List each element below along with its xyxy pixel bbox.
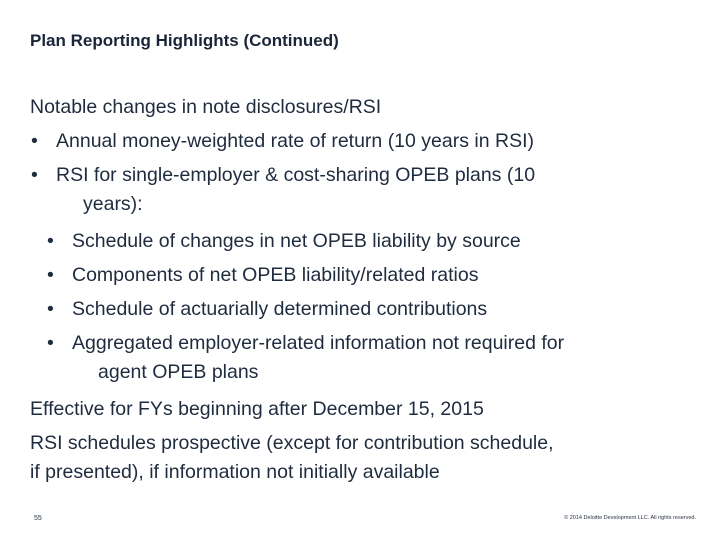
- sub-bullet-aggregated-info: Aggregated employer-related information not required for: [72, 332, 565, 354]
- sub-bullet-components: Components of net OPEB liability/related ratios: [72, 264, 479, 286]
- sub-bullet-schedule-changes: Schedule of changes in net OPEB liability by source: [72, 230, 521, 252]
- page-number: 55: [34, 515, 42, 522]
- bullet-rsi-opeb-plans: RSI for single-employer & cost-sharing OPEB plans (10: [56, 164, 536, 186]
- slide-title: Plan Reporting Highlights (Continued): [30, 31, 339, 50]
- sub-bullet-icon: •: [47, 332, 54, 354]
- paragraph-rsi-schedules-continued: if presented), if information not initially available: [30, 461, 440, 483]
- sub-bullet-aggregated-info-continued: agent OPEB plans: [98, 361, 259, 383]
- bullet-rsi-opeb-plans-continued: years):: [83, 193, 143, 215]
- paragraph-effective-date: Effective for FYs beginning after December 15, 2015: [30, 398, 484, 420]
- sub-bullet-icon: •: [47, 298, 54, 320]
- bullet-icon: •: [31, 130, 38, 152]
- paragraph-rsi-schedules: RSI schedules prospective (except for contribution schedule,: [30, 432, 554, 454]
- sub-bullet-icon: •: [47, 264, 54, 286]
- heading-notable-changes: Notable changes in note disclosures/RSI: [30, 96, 382, 118]
- sub-bullet-icon: •: [47, 230, 54, 252]
- copyright-notice: © 2014 Deloitte Development LLC. All rights reserved.: [564, 515, 696, 521]
- bullet-icon: •: [31, 164, 38, 186]
- sub-bullet-actuarial-contributions: Schedule of actuarially determined contributions: [72, 298, 488, 320]
- bullet-money-weighted-return: Annual money-weighted rate of return (10 years in RSI): [56, 130, 534, 152]
